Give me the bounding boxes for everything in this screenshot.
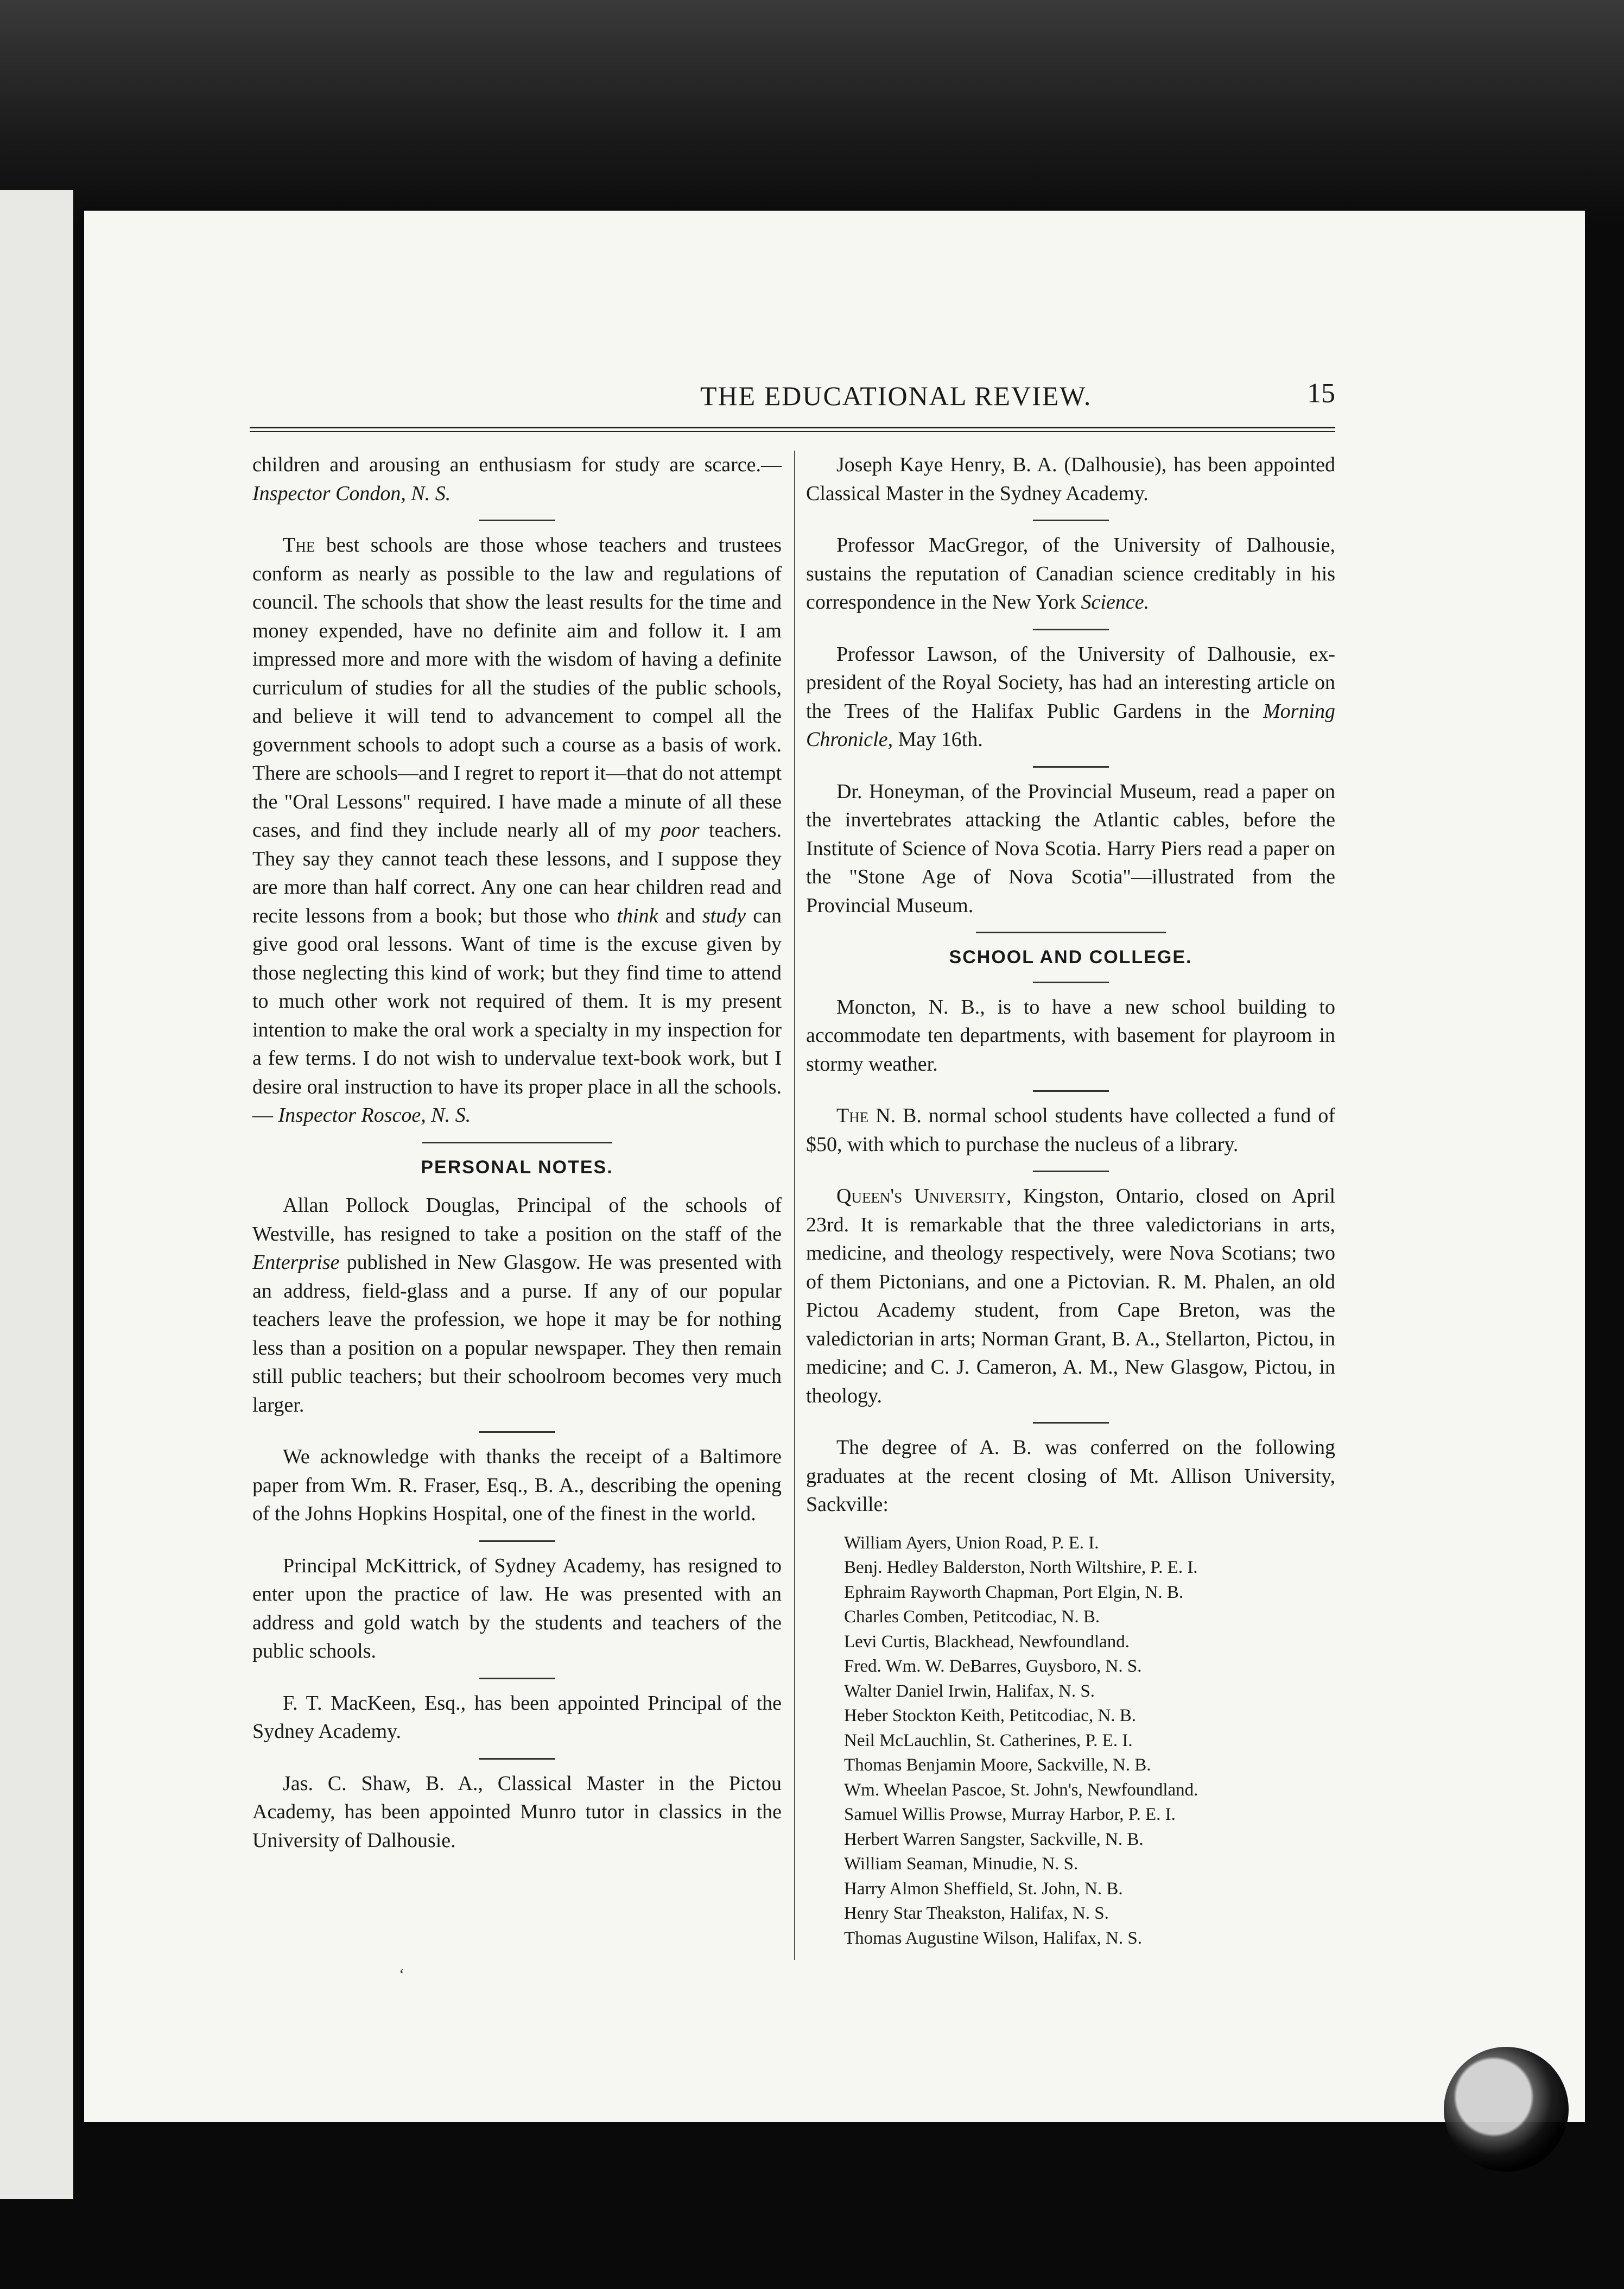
list-item: Fred. Wm. W. DeBarres, Guysboro, N. S. (844, 1656, 1142, 1676)
list-item: Charles Comben, Petitcodiac, N. B. (844, 1607, 1100, 1627)
paragraph-lawson: Professor Lawson, of the University of Dalhousie, ex-president of the Royal Society, has had an interesting article on the Trees of the Halifax Public Gardens in the Morning Chronicle, May 16th. (806, 642, 1335, 751)
paragraph-fraser: We acknowledge with thanks the receipt of a Baltimore paper from Wm. R. Fraser, Esq., B. A., describing the opening of the Johns Hopkins Hospital, one of the finest in the world. (252, 1445, 782, 1525)
separator-rule (1033, 629, 1109, 630)
separator-rule (1033, 766, 1109, 768)
paragraph-condon-end: children and arousing an enthusiasm for study are scarce.—Inspector Condon, N. S. (252, 453, 782, 505)
list-item: Walter Daniel Irwin, Halifax, N. S. (844, 1681, 1095, 1701)
left-column (252, 451, 782, 1867)
attribution-condon: Inspector Condon, N. S. (252, 482, 451, 505)
paragraph-douglas: Allan Pollock Douglas, Principal of the schools of Westville, has resigned to take a position on the staff of the Enterprise published in New Glasgow. He was presented with an address, field-glass and a purse. If any of our popular teachers leave the profession, we hope it may be for nothing less than a position on a popular newspaper. They then remain still public teachers; but their schoolroom becomes very much larger. (252, 1194, 782, 1417)
paragraph-honeyman: Dr. Honeyman, of the Provincial Museum, read a paper on the invertebrates attacking the Atlantic cables, before the Institute of Science of Nova Scotia. Harry Piers read a paper on the "Stone Age of Nova Scotia"—illustrated from the Provincial Museum. (806, 780, 1335, 917)
section-heading-personal-notes: PERSONAL NOTES. (421, 1156, 613, 1178)
list-item: Wm. Wheelan Pascoe, St. John's, Newfoundland. (844, 1780, 1198, 1800)
header-rule-top (250, 427, 1335, 428)
journal-title: THE EDUCATIONAL REVIEW. (700, 381, 1092, 411)
binder-clip (1444, 2047, 1569, 2172)
paragraph-queens: Queen's University, Kingston, Ontario, closed on April 23rd. It is remarkable that the three valedictorians in arts, medicine, and theology respectively, were Nova Scotians; two of them Pictonians, and one a Pictovian. R. M. Phalen, an old Pictou Academy student, from Cape Breton, was the valedictorian in arts; Norman Grant, B. A., Stellarton, Pictou, in medicine; and C. J. Cameron, A. M., New Glasgow, Pictou, in theology. (806, 1185, 1335, 1407)
attribution-roscoe: Inspector Roscoe, N. S. (278, 1104, 471, 1127)
facing-page-edge (0, 190, 73, 2199)
separator-rule (479, 520, 555, 521)
paragraph-mackeen: F. T. MacKeen, Esq., has been appointed Principal of the Sydney Academy. (252, 1691, 782, 1743)
paragraph-roscoe: The best schools are those whose teachers and trustees conform as nearly as possible to the law and regulations of council. The schools that show the least results for the time and money expended, have no definite aim and follow it. I am impressed more and more with the wisdom of having a definite curriculum of studies for all the studies of the public schools, and believe it will tend to advancement to compel all the government schools to adopt such a course as a basis of work. There are schools—and I regret to report it—that do not attempt the "Oral Lessons" required. I have made a minute of all these cases, and find they include nearly all of my poor teachers. They say they cannot teach these lessons, and I suppose they are more than half correct. Any one can hear children read and recite lessons from a book; but those who think and study can give good oral lessons. Want of time is the excuse given by those neglecting this kind of work; but they find time to attend to much other work not required of them. It is my present intention to make the oral work a specialty in my inspection for a few terms. I do not wish to undervalue text-book work, but I desire oral instruction to have its proper place in all the schools.— Inspector Roscoe, N. S. (252, 534, 782, 1127)
list-item: Samuel Willis Prowse, Murray Harbor, P. E. I. (844, 1805, 1176, 1824)
paragraph-moncton: Moncton, N. B., is to have a new school building to accommodate ten departments, with basement for playroom in stormy weather. (806, 995, 1335, 1076)
list-item: William Ayers, Union Road, P. E. I. (844, 1533, 1099, 1553)
paragraph-mt-allison: The degree of A. B. was conferred on the following graduates at the recent closing of Mt. Allison University, Sackville: (806, 1436, 1335, 1516)
running-header (250, 380, 1335, 423)
list-item: Henry Star Theakston, Halifax, N. S. (844, 1904, 1109, 1923)
separator-rule (479, 1540, 555, 1542)
separator-rule (479, 1431, 555, 1433)
right-column (806, 451, 1335, 1951)
separator-rule (1033, 1090, 1109, 1092)
page-number: 15 (1307, 378, 1335, 409)
paragraph-macgregor: Professor MacGregor, of the University of Dalhousie, sustains the reputation of Canadian science creditably in his correspondence in the New York Science. (806, 534, 1335, 614)
separator-rule (479, 1758, 555, 1760)
list-item: Ephraim Rayworth Chapman, Port Elgin, N. B. (844, 1582, 1184, 1602)
list-item: William Seaman, Minudie, N. S. (844, 1854, 1079, 1874)
list-item: Levi Curtis, Blackhead, Newfoundland. (844, 1632, 1130, 1652)
list-item: Neil McLauchlin, St. Catherines, P. E. I. (844, 1730, 1133, 1750)
graduate-list (844, 1531, 1335, 1951)
list-item: Thomas Benjamin Moore, Sackville, N. B. (844, 1755, 1151, 1775)
paragraph-normal-school: The N. B. normal school students have collected a fund of $50, with which to purchase the nucleus of a library. (806, 1104, 1335, 1156)
section-heading-school-and-college: SCHOOL AND COLLEGE. (949, 947, 1192, 968)
column-divider (794, 451, 795, 1960)
separator-rule (479, 1678, 555, 1679)
list-item: Heber Stockton Keith, Petitcodiac, N. B. (844, 1706, 1136, 1725)
separator-rule (1033, 982, 1109, 983)
list-item: Herbert Warren Sangster, Sackville, N. B. (844, 1829, 1144, 1849)
list-item: Harry Almon Sheffield, St. John, N. B. (844, 1879, 1123, 1899)
header-rule-bottom (250, 431, 1335, 432)
separator-rule (1033, 520, 1109, 521)
stray-mark: ʻ (399, 1965, 404, 1983)
separator-rule (976, 932, 1166, 933)
separator-rule (1033, 1422, 1109, 1424)
paragraph-shaw: Jas. C. Shaw, B. A., Classical Master in the Pictou Academy, has been appointed Munro tutor in classics in the University of Dalhousie. (252, 1772, 782, 1852)
scanner-backdrop (0, 0, 1624, 228)
paragraph-mckittrick: Principal McKittrick, of Sydney Academy, has resigned to enter upon the practice of law. He was presented with an address and gold watch by the students and teachers of the public schools. (252, 1554, 782, 1662)
paragraph-henry: Joseph Kaye Henry, B. A. (Dalhousie), has been appointed Classical Master in the Sydney Academy. (806, 453, 1335, 505)
list-item: Benj. Hedley Balderston, North Wiltshire, P. E. I. (844, 1558, 1198, 1577)
separator-rule (1033, 1171, 1109, 1172)
separator-rule (422, 1142, 612, 1143)
list-item: Thomas Augustine Wilson, Halifax, N. S. (844, 1928, 1142, 1948)
